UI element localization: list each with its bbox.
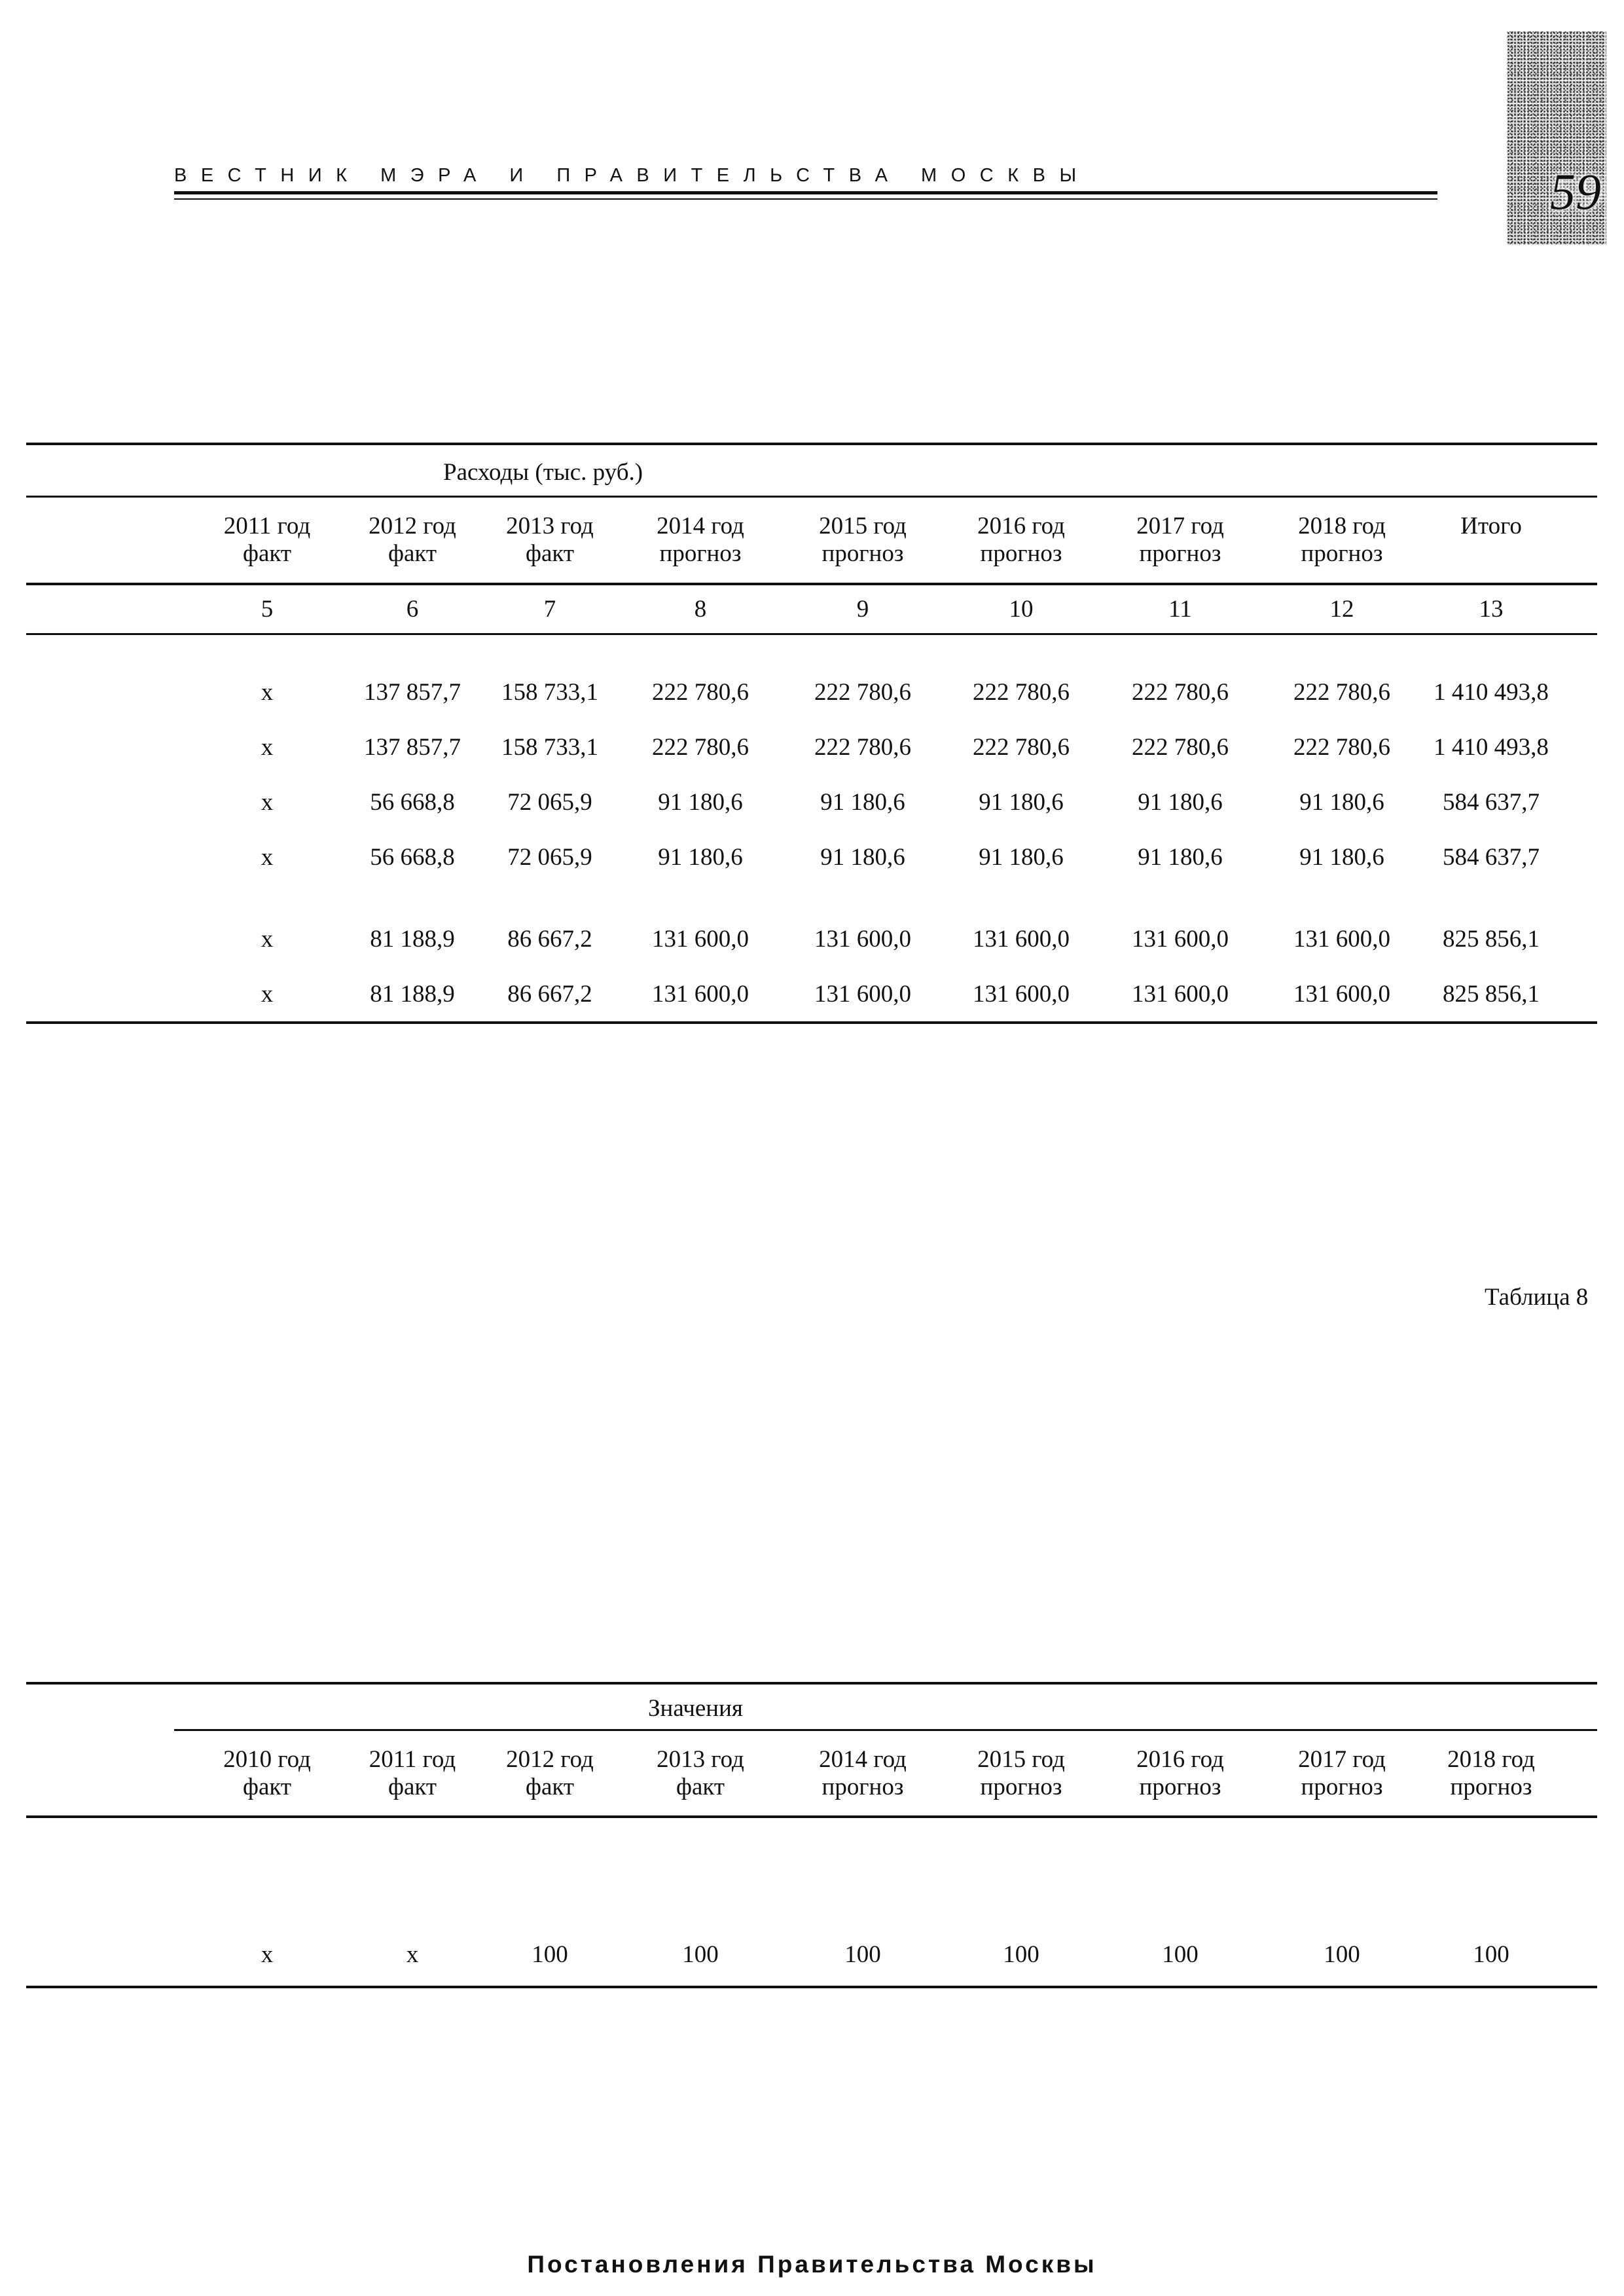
table2-caption: Таблица 8 [1485, 1284, 1589, 1311]
table-cell: 825 856,1 [1443, 926, 1540, 953]
table-cell: 137 857,7 [364, 734, 461, 761]
column-number: 9 [856, 596, 869, 623]
column-header-year: 2016 год [977, 513, 1065, 539]
column-header-year: 2010 год [223, 1746, 311, 1773]
column-header-type: прогноз [1450, 1774, 1532, 1800]
table-cell: 91 180,6 [1299, 789, 1384, 816]
table-cell: 72 065,9 [507, 844, 592, 871]
table-cell: 100 [532, 1941, 568, 1968]
table2-group-rule [174, 1729, 1597, 1731]
table-cell: 222 780,6 [814, 734, 911, 761]
column-header-type: факт [525, 540, 575, 567]
table-cell: 100 [844, 1941, 881, 1968]
table-cell: 825 856,1 [1443, 981, 1540, 1008]
table-cell: 91 180,6 [979, 789, 1064, 816]
table-cell: 91 180,6 [820, 844, 905, 871]
column-number: 5 [261, 596, 274, 623]
table1-top-rule [26, 443, 1597, 445]
column-header-type: прогноз [821, 1774, 904, 1800]
table-cell: х [261, 679, 274, 706]
table-cell: 131 600,0 [973, 981, 1070, 1008]
table-cell: 131 600,0 [652, 926, 749, 953]
column-header-type: факт [388, 1774, 437, 1800]
column-header-type: прогноз [1301, 1774, 1383, 1800]
table-cell: 131 600,0 [1132, 981, 1229, 1008]
column-header-year: 2014 год [657, 513, 744, 539]
column-number: 6 [406, 596, 419, 623]
column-number: 10 [1009, 596, 1034, 623]
table-cell: 72 065,9 [507, 789, 592, 816]
table1-group-rule [26, 496, 1597, 498]
table-cell: 222 780,6 [652, 679, 749, 706]
table-cell: х [261, 1941, 274, 1968]
column-header-year: 2017 год [1298, 1746, 1386, 1773]
table-cell: 86 667,2 [507, 981, 592, 1008]
column-header-year: Итого [1460, 513, 1522, 539]
column-header-year: 2013 год [506, 513, 594, 539]
column-number: 11 [1168, 596, 1192, 623]
column-header-year: 2014 год [819, 1746, 907, 1773]
table-cell: 100 [1162, 1941, 1199, 1968]
table1-bottom-rule [26, 1021, 1597, 1024]
table1-header-rule [26, 583, 1597, 585]
table-cell: х [261, 926, 274, 953]
table-cell: 56 668,8 [370, 844, 455, 871]
table-cell: 100 [1003, 1941, 1039, 1968]
table-cell: 131 600,0 [1293, 981, 1390, 1008]
column-header-type: прогноз [1301, 540, 1383, 567]
page-number-badge [1507, 31, 1606, 245]
footer-section-title: Постановления Правительства Москвы [527, 2251, 1097, 2278]
table-cell: 91 180,6 [1138, 789, 1223, 816]
table-cell: 158 733,1 [501, 679, 598, 706]
table-cell: 91 180,6 [658, 844, 743, 871]
column-header-year: 2017 год [1136, 513, 1224, 539]
column-header-year: 2011 год [223, 513, 311, 539]
column-header-type: прогноз [821, 540, 904, 567]
table2-bottom-rule [26, 1986, 1597, 1988]
table-cell: 131 600,0 [814, 981, 911, 1008]
table1-colnum-rule [26, 633, 1597, 635]
table2-group-title: Значения [648, 1695, 743, 1722]
column-header-year: 2013 год [657, 1746, 744, 1773]
column-header-type: факт [676, 1774, 725, 1800]
table-cell: 56 668,8 [370, 789, 455, 816]
table-cell: 81 188,9 [370, 981, 455, 1008]
table-cell: 1 410 493,8 [1434, 734, 1549, 761]
column-header-year: 2015 год [977, 1746, 1065, 1773]
column-header-year: 2012 год [506, 1746, 594, 1773]
column-header-type: прогноз [1139, 1774, 1221, 1800]
table-cell: 91 180,6 [979, 844, 1064, 871]
table1-group-title: Расходы (тыс. руб.) [443, 459, 643, 486]
column-header-year: 2011 год [369, 1746, 456, 1773]
column-header-year: 2018 год [1298, 513, 1386, 539]
table-cell: 222 780,6 [973, 734, 1070, 761]
table-cell: 91 180,6 [658, 789, 743, 816]
column-header-year: 2018 год [1447, 1746, 1535, 1773]
table-cell: 222 780,6 [1293, 734, 1390, 761]
journal-title: ВЕСТНИК МЭРА И ПРАВИТЕЛЬСТВА МОСКВЫ [174, 165, 1091, 186]
column-header-type: факт [388, 540, 437, 567]
table-cell: х [261, 981, 274, 1008]
table-cell: 131 600,0 [1132, 926, 1229, 953]
table-cell: 131 600,0 [1293, 926, 1390, 953]
table-cell: 1 410 493,8 [1434, 679, 1549, 706]
column-header-year: 2012 год [369, 513, 456, 539]
table-cell: 100 [1324, 1941, 1360, 1968]
table-cell: х [261, 789, 274, 816]
table-cell: 91 180,6 [820, 789, 905, 816]
column-header-type: прогноз [659, 540, 742, 567]
column-header-type: факт [242, 1774, 292, 1800]
table2-top-rule [26, 1682, 1597, 1685]
column-header-type: факт [525, 1774, 575, 1800]
header-rule-thin [174, 198, 1437, 200]
column-header-type: прогноз [980, 540, 1062, 567]
table-cell: 222 780,6 [1132, 734, 1229, 761]
table-cell: 158 733,1 [501, 734, 598, 761]
table-cell: 222 780,6 [652, 734, 749, 761]
table-cell: 91 180,6 [1138, 844, 1223, 871]
column-header-type: факт [242, 540, 292, 567]
table-cell: 222 780,6 [973, 679, 1070, 706]
table-cell: 584 637,7 [1443, 844, 1540, 871]
table-cell: 86 667,2 [507, 926, 592, 953]
column-header-year: 2015 год [819, 513, 907, 539]
column-number: 13 [1479, 596, 1504, 623]
table-cell: 100 [1473, 1941, 1509, 1968]
column-number: 8 [694, 596, 707, 623]
table-cell: 131 600,0 [652, 981, 749, 1008]
table-cell: 81 188,9 [370, 926, 455, 953]
table-cell: х [406, 1941, 419, 1968]
column-number: 12 [1329, 596, 1354, 623]
column-header-type: прогноз [980, 1774, 1062, 1800]
page-number: 59 [1550, 163, 1601, 220]
table-cell: 222 780,6 [814, 679, 911, 706]
table-cell: 131 600,0 [973, 926, 1070, 953]
column-header-year: 2016 год [1136, 1746, 1224, 1773]
table-cell: х [261, 844, 274, 871]
table2-header-rule [26, 1815, 1597, 1818]
table-cell: 91 180,6 [1299, 844, 1384, 871]
table-cell: 100 [682, 1941, 719, 1968]
table-cell: 131 600,0 [814, 926, 911, 953]
column-number: 7 [543, 596, 556, 623]
table-cell: х [261, 734, 274, 761]
table-cell: 137 857,7 [364, 679, 461, 706]
header-rule [174, 191, 1437, 194]
table-cell: 222 780,6 [1293, 679, 1390, 706]
table-cell: 222 780,6 [1132, 679, 1229, 706]
table-cell: 584 637,7 [1443, 789, 1540, 816]
column-header-type: прогноз [1139, 540, 1221, 567]
